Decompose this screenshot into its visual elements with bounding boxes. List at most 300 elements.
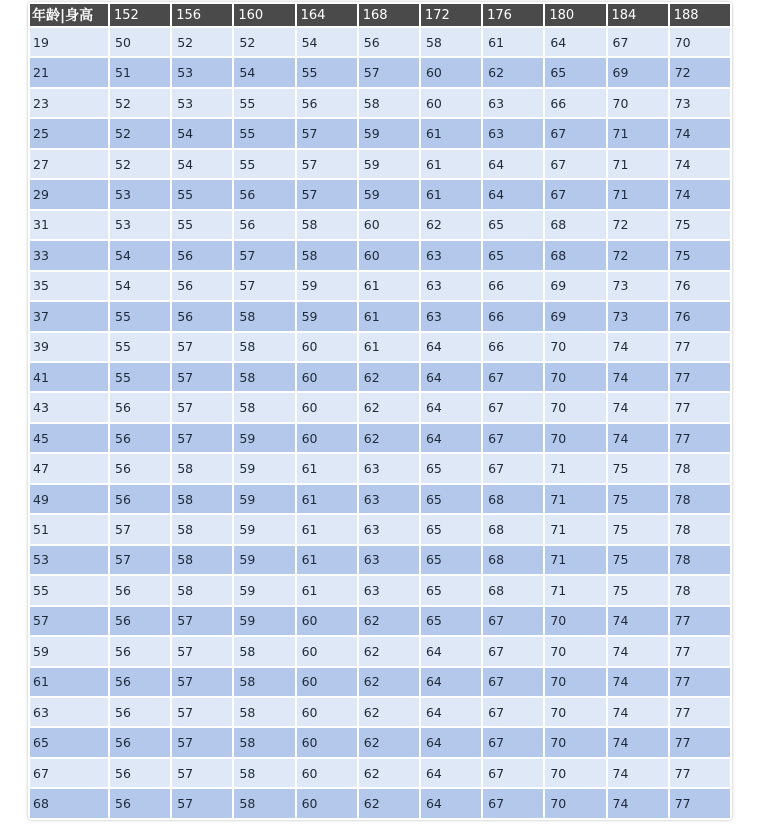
age-cell: 23 bbox=[30, 89, 108, 117]
weight-cell: 71 bbox=[608, 180, 668, 208]
table-row bbox=[30, 393, 730, 421]
weight-cell: 78 bbox=[670, 454, 730, 482]
weight-table bbox=[28, 2, 732, 820]
weight-cell: 57 bbox=[359, 58, 419, 86]
weight-cell: 60 bbox=[297, 698, 357, 726]
weight-cell: 74 bbox=[608, 363, 668, 391]
weight-cell: 74 bbox=[670, 119, 730, 147]
table-row bbox=[30, 89, 730, 117]
age-cell: 27 bbox=[30, 150, 108, 178]
weight-cell: 57 bbox=[234, 241, 294, 269]
age-cell: 37 bbox=[30, 302, 108, 330]
weight-cell: 60 bbox=[359, 211, 419, 239]
weight-cell: 55 bbox=[234, 89, 294, 117]
weight-cell: 64 bbox=[421, 789, 481, 818]
weight-cell: 69 bbox=[545, 272, 605, 300]
table-row bbox=[30, 150, 730, 178]
weight-cell: 61 bbox=[421, 150, 481, 178]
weight-cell: 64 bbox=[421, 698, 481, 726]
weight-cell: 74 bbox=[608, 668, 668, 696]
weight-cell: 63 bbox=[421, 241, 481, 269]
weight-cell: 61 bbox=[359, 333, 419, 361]
age-cell: 33 bbox=[30, 241, 108, 269]
weight-cell: 72 bbox=[670, 58, 730, 86]
table-row bbox=[30, 698, 730, 726]
weight-cell: 53 bbox=[110, 211, 170, 239]
weight-cell: 59 bbox=[234, 607, 294, 635]
weight-cell: 58 bbox=[234, 759, 294, 787]
weight-cell: 57 bbox=[172, 728, 232, 756]
weight-cell: 57 bbox=[172, 698, 232, 726]
table-row bbox=[30, 576, 730, 604]
weight-cell: 62 bbox=[359, 363, 419, 391]
header-height-180: 180 bbox=[545, 4, 605, 26]
weight-cell: 57 bbox=[110, 515, 170, 543]
weight-cell: 56 bbox=[234, 180, 294, 208]
weight-cell: 62 bbox=[483, 58, 543, 86]
header-height-160: 160 bbox=[234, 4, 294, 26]
weight-cell: 65 bbox=[421, 485, 481, 513]
table-row bbox=[30, 241, 730, 269]
weight-cell: 74 bbox=[608, 698, 668, 726]
weight-cell: 68 bbox=[483, 515, 543, 543]
weight-cell: 58 bbox=[297, 241, 357, 269]
weight-cell: 54 bbox=[297, 28, 357, 56]
weight-cell: 77 bbox=[670, 424, 730, 452]
weight-cell: 67 bbox=[483, 607, 543, 635]
weight-cell: 55 bbox=[297, 58, 357, 86]
weight-cell: 54 bbox=[110, 272, 170, 300]
weight-cell: 56 bbox=[110, 576, 170, 604]
header-height-172: 172 bbox=[421, 4, 481, 26]
weight-cell: 67 bbox=[483, 759, 543, 787]
weight-cell: 67 bbox=[483, 637, 543, 665]
weight-cell: 70 bbox=[545, 424, 605, 452]
weight-cell: 54 bbox=[234, 58, 294, 86]
weight-cell: 67 bbox=[545, 150, 605, 178]
table-body bbox=[30, 28, 730, 818]
weight-cell: 58 bbox=[172, 576, 232, 604]
weight-cell: 77 bbox=[670, 333, 730, 361]
weight-cell: 56 bbox=[110, 728, 170, 756]
weight-cell: 52 bbox=[172, 28, 232, 56]
table-row bbox=[30, 424, 730, 452]
weight-cell: 59 bbox=[234, 485, 294, 513]
weight-cell: 58 bbox=[421, 28, 481, 56]
weight-cell: 56 bbox=[110, 637, 170, 665]
table-row bbox=[30, 363, 730, 391]
weight-cell: 70 bbox=[545, 637, 605, 665]
weight-cell: 77 bbox=[670, 728, 730, 756]
weight-cell: 58 bbox=[234, 789, 294, 818]
table-header bbox=[30, 4, 730, 26]
age-cell: 63 bbox=[30, 698, 108, 726]
weight-cell: 60 bbox=[297, 393, 357, 421]
table-row bbox=[30, 485, 730, 513]
weight-cell: 63 bbox=[359, 454, 419, 482]
weight-cell: 71 bbox=[608, 119, 668, 147]
weight-cell: 62 bbox=[359, 393, 419, 421]
weight-cell: 57 bbox=[172, 333, 232, 361]
weight-cell: 50 bbox=[110, 28, 170, 56]
weight-cell: 56 bbox=[110, 668, 170, 696]
weight-cell: 71 bbox=[545, 515, 605, 543]
weight-cell: 55 bbox=[234, 150, 294, 178]
weight-cell: 67 bbox=[483, 363, 543, 391]
age-cell: 47 bbox=[30, 454, 108, 482]
weight-cell: 63 bbox=[421, 302, 481, 330]
weight-cell: 59 bbox=[359, 180, 419, 208]
weight-cell: 55 bbox=[110, 333, 170, 361]
weight-cell: 61 bbox=[297, 576, 357, 604]
weight-cell: 55 bbox=[234, 119, 294, 147]
weight-cell: 58 bbox=[234, 393, 294, 421]
table-row bbox=[30, 302, 730, 330]
table-row bbox=[30, 119, 730, 147]
age-cell: 53 bbox=[30, 546, 108, 574]
weight-cell: 63 bbox=[483, 119, 543, 147]
age-cell: 31 bbox=[30, 211, 108, 239]
weight-cell: 67 bbox=[483, 789, 543, 818]
weight-cell: 62 bbox=[359, 668, 419, 696]
weight-cell: 77 bbox=[670, 393, 730, 421]
weight-cell: 63 bbox=[359, 576, 419, 604]
weight-cell: 60 bbox=[297, 424, 357, 452]
header-height-164: 164 bbox=[297, 4, 357, 26]
weight-cell: 64 bbox=[421, 728, 481, 756]
age-cell: 65 bbox=[30, 728, 108, 756]
table-row bbox=[30, 58, 730, 86]
weight-cell: 55 bbox=[110, 363, 170, 391]
weight-cell: 75 bbox=[608, 485, 668, 513]
weight-cell: 68 bbox=[483, 546, 543, 574]
weight-cell: 59 bbox=[234, 546, 294, 574]
weight-cell: 76 bbox=[670, 272, 730, 300]
weight-cell: 53 bbox=[110, 180, 170, 208]
weight-cell: 75 bbox=[608, 454, 668, 482]
weight-cell: 58 bbox=[172, 546, 232, 574]
weight-cell: 74 bbox=[608, 607, 668, 635]
weight-cell: 71 bbox=[545, 546, 605, 574]
weight-cell: 59 bbox=[359, 119, 419, 147]
weight-cell: 62 bbox=[359, 424, 419, 452]
weight-cell: 70 bbox=[545, 333, 605, 361]
weight-cell: 66 bbox=[545, 89, 605, 117]
age-cell: 51 bbox=[30, 515, 108, 543]
weight-cell: 73 bbox=[670, 89, 730, 117]
weight-cell: 61 bbox=[359, 302, 419, 330]
weight-cell: 52 bbox=[110, 150, 170, 178]
weight-cell: 56 bbox=[234, 211, 294, 239]
weight-cell: 59 bbox=[297, 302, 357, 330]
weight-cell: 58 bbox=[234, 363, 294, 391]
weight-cell: 71 bbox=[545, 576, 605, 604]
weight-cell: 73 bbox=[608, 302, 668, 330]
weight-cell: 65 bbox=[421, 607, 481, 635]
table-row bbox=[30, 272, 730, 300]
age-cell: 35 bbox=[30, 272, 108, 300]
weight-cell: 78 bbox=[670, 576, 730, 604]
age-cell: 41 bbox=[30, 363, 108, 391]
weight-cell: 56 bbox=[110, 454, 170, 482]
weight-cell: 64 bbox=[483, 150, 543, 178]
weight-cell: 58 bbox=[359, 89, 419, 117]
weight-cell: 62 bbox=[359, 759, 419, 787]
weight-cell: 65 bbox=[421, 576, 481, 604]
table-row bbox=[30, 789, 730, 818]
weight-cell: 70 bbox=[545, 698, 605, 726]
weight-cell: 54 bbox=[172, 119, 232, 147]
weight-cell: 70 bbox=[545, 668, 605, 696]
weight-cell: 52 bbox=[234, 28, 294, 56]
weight-cell: 56 bbox=[110, 424, 170, 452]
weight-cell: 60 bbox=[297, 759, 357, 787]
weight-cell: 75 bbox=[608, 576, 668, 604]
header-height-156: 156 bbox=[172, 4, 232, 26]
weight-cell: 60 bbox=[297, 607, 357, 635]
weight-cell: 61 bbox=[297, 515, 357, 543]
weight-cell: 66 bbox=[483, 333, 543, 361]
weight-cell: 69 bbox=[608, 58, 668, 86]
weight-cell: 56 bbox=[110, 789, 170, 818]
weight-cell: 64 bbox=[421, 393, 481, 421]
weight-cell: 57 bbox=[172, 607, 232, 635]
weight-cell: 58 bbox=[172, 454, 232, 482]
age-cell: 43 bbox=[30, 393, 108, 421]
weight-cell: 62 bbox=[359, 698, 419, 726]
weight-cell: 61 bbox=[483, 28, 543, 56]
age-cell: 61 bbox=[30, 668, 108, 696]
age-cell: 55 bbox=[30, 576, 108, 604]
weight-cell: 76 bbox=[670, 302, 730, 330]
age-cell: 68 bbox=[30, 789, 108, 818]
weight-cell: 60 bbox=[421, 89, 481, 117]
weight-cell: 57 bbox=[172, 759, 232, 787]
header-height-176: 176 bbox=[483, 4, 543, 26]
weight-cell: 63 bbox=[359, 485, 419, 513]
age-cell: 67 bbox=[30, 759, 108, 787]
weight-cell: 56 bbox=[172, 272, 232, 300]
weight-cell: 59 bbox=[234, 424, 294, 452]
weight-cell: 75 bbox=[670, 241, 730, 269]
weight-cell: 67 bbox=[545, 180, 605, 208]
weight-cell: 72 bbox=[608, 241, 668, 269]
weight-cell: 63 bbox=[421, 272, 481, 300]
weight-cell: 64 bbox=[421, 333, 481, 361]
weight-cell: 57 bbox=[234, 272, 294, 300]
table-row bbox=[30, 333, 730, 361]
weight-cell: 62 bbox=[421, 211, 481, 239]
table-row bbox=[30, 180, 730, 208]
weight-cell: 70 bbox=[545, 363, 605, 391]
weight-cell: 68 bbox=[545, 241, 605, 269]
weight-cell: 70 bbox=[545, 728, 605, 756]
age-cell: 21 bbox=[30, 58, 108, 86]
weight-cell: 61 bbox=[359, 272, 419, 300]
weight-cell: 53 bbox=[172, 89, 232, 117]
weight-cell: 62 bbox=[359, 637, 419, 665]
weight-cell: 73 bbox=[608, 272, 668, 300]
weight-cell: 57 bbox=[297, 150, 357, 178]
weight-cell: 52 bbox=[110, 119, 170, 147]
table-row bbox=[30, 515, 730, 543]
weight-cell: 65 bbox=[483, 241, 543, 269]
header-age-height: 年龄|身高 bbox=[30, 4, 108, 26]
weight-cell: 68 bbox=[545, 211, 605, 239]
weight-cell: 70 bbox=[545, 759, 605, 787]
weight-cell: 56 bbox=[110, 698, 170, 726]
weight-cell: 55 bbox=[172, 180, 232, 208]
weight-cell: 70 bbox=[545, 607, 605, 635]
weight-cell: 56 bbox=[110, 485, 170, 513]
weight-cell: 67 bbox=[483, 393, 543, 421]
weight-cell: 71 bbox=[545, 485, 605, 513]
table-row bbox=[30, 607, 730, 635]
weight-cell: 54 bbox=[172, 150, 232, 178]
weight-cell: 70 bbox=[670, 28, 730, 56]
weight-cell: 67 bbox=[483, 454, 543, 482]
weight-cell: 77 bbox=[670, 668, 730, 696]
weight-cell: 66 bbox=[483, 302, 543, 330]
weight-cell: 75 bbox=[608, 546, 668, 574]
weight-cell: 70 bbox=[545, 393, 605, 421]
weight-cell: 60 bbox=[297, 789, 357, 818]
weight-cell: 57 bbox=[172, 424, 232, 452]
weight-cell: 74 bbox=[608, 393, 668, 421]
age-cell: 29 bbox=[30, 180, 108, 208]
header-height-188: 188 bbox=[670, 4, 730, 26]
weight-cell: 65 bbox=[483, 211, 543, 239]
weight-cell: 55 bbox=[110, 302, 170, 330]
weight-cell: 77 bbox=[670, 607, 730, 635]
weight-cell: 67 bbox=[483, 698, 543, 726]
weight-cell: 67 bbox=[545, 119, 605, 147]
age-cell: 57 bbox=[30, 607, 108, 635]
weight-cell: 57 bbox=[297, 119, 357, 147]
weight-cell: 58 bbox=[172, 515, 232, 543]
weight-cell: 64 bbox=[483, 180, 543, 208]
weight-cell: 77 bbox=[670, 698, 730, 726]
weight-cell: 62 bbox=[359, 607, 419, 635]
weight-cell: 62 bbox=[359, 789, 419, 818]
weight-cell: 58 bbox=[234, 728, 294, 756]
weight-cell: 56 bbox=[172, 241, 232, 269]
weight-cell: 58 bbox=[234, 698, 294, 726]
table-row bbox=[30, 454, 730, 482]
weight-cell: 55 bbox=[172, 211, 232, 239]
weight-cell: 65 bbox=[421, 454, 481, 482]
weight-cell: 61 bbox=[297, 485, 357, 513]
weight-cell: 56 bbox=[172, 302, 232, 330]
weight-cell: 59 bbox=[234, 454, 294, 482]
weight-cell: 74 bbox=[608, 789, 668, 818]
weight-cell: 61 bbox=[297, 546, 357, 574]
weight-cell: 67 bbox=[483, 424, 543, 452]
age-cell: 59 bbox=[30, 637, 108, 665]
weight-cell: 64 bbox=[421, 363, 481, 391]
age-cell: 19 bbox=[30, 28, 108, 56]
weight-cell: 74 bbox=[670, 180, 730, 208]
weight-cell: 63 bbox=[483, 89, 543, 117]
table-row bbox=[30, 211, 730, 239]
weight-cell: 60 bbox=[297, 333, 357, 361]
weight-cell: 53 bbox=[172, 58, 232, 86]
weight-cell: 59 bbox=[297, 272, 357, 300]
weight-cell: 64 bbox=[421, 759, 481, 787]
weight-cell: 77 bbox=[670, 759, 730, 787]
weight-cell: 61 bbox=[421, 119, 481, 147]
weight-cell: 58 bbox=[234, 302, 294, 330]
header-height-152: 152 bbox=[110, 4, 170, 26]
weight-cell: 75 bbox=[608, 515, 668, 543]
weight-cell: 62 bbox=[359, 728, 419, 756]
weight-cell: 66 bbox=[483, 272, 543, 300]
weight-cell: 51 bbox=[110, 58, 170, 86]
header-height-184: 184 bbox=[608, 4, 668, 26]
age-cell: 39 bbox=[30, 333, 108, 361]
weight-cell: 57 bbox=[297, 180, 357, 208]
weight-cell: 60 bbox=[297, 637, 357, 665]
weight-table-container bbox=[28, 2, 732, 820]
weight-cell: 60 bbox=[421, 58, 481, 86]
weight-cell: 64 bbox=[421, 424, 481, 452]
weight-cell: 64 bbox=[421, 637, 481, 665]
weight-cell: 64 bbox=[545, 28, 605, 56]
header-height-168: 168 bbox=[359, 4, 419, 26]
weight-cell: 58 bbox=[234, 668, 294, 696]
weight-cell: 57 bbox=[172, 363, 232, 391]
weight-cell: 57 bbox=[172, 637, 232, 665]
weight-cell: 65 bbox=[421, 515, 481, 543]
weight-cell: 77 bbox=[670, 363, 730, 391]
weight-cell: 60 bbox=[297, 728, 357, 756]
weight-cell: 75 bbox=[670, 211, 730, 239]
weight-cell: 71 bbox=[608, 150, 668, 178]
age-cell: 49 bbox=[30, 485, 108, 513]
weight-cell: 67 bbox=[608, 28, 668, 56]
weight-cell: 54 bbox=[110, 241, 170, 269]
weight-cell: 63 bbox=[359, 546, 419, 574]
weight-cell: 74 bbox=[608, 728, 668, 756]
weight-cell: 78 bbox=[670, 515, 730, 543]
table-row bbox=[30, 546, 730, 574]
weight-cell: 78 bbox=[670, 546, 730, 574]
weight-cell: 63 bbox=[359, 515, 419, 543]
weight-cell: 69 bbox=[545, 302, 605, 330]
weight-cell: 57 bbox=[172, 668, 232, 696]
weight-cell: 58 bbox=[234, 637, 294, 665]
weight-cell: 77 bbox=[670, 789, 730, 818]
weight-cell: 64 bbox=[421, 668, 481, 696]
weight-cell: 59 bbox=[234, 515, 294, 543]
weight-cell: 52 bbox=[110, 89, 170, 117]
weight-cell: 58 bbox=[297, 211, 357, 239]
weight-cell: 72 bbox=[608, 211, 668, 239]
weight-cell: 61 bbox=[297, 454, 357, 482]
weight-cell: 57 bbox=[172, 393, 232, 421]
weight-cell: 70 bbox=[545, 789, 605, 818]
weight-cell: 61 bbox=[421, 180, 481, 208]
table-row bbox=[30, 668, 730, 696]
header-row bbox=[30, 4, 730, 26]
weight-cell: 56 bbox=[359, 28, 419, 56]
weight-cell: 65 bbox=[421, 546, 481, 574]
age-cell: 25 bbox=[30, 119, 108, 147]
age-cell: 45 bbox=[30, 424, 108, 452]
weight-cell: 74 bbox=[608, 424, 668, 452]
weight-cell: 74 bbox=[608, 333, 668, 361]
weight-cell: 57 bbox=[172, 789, 232, 818]
